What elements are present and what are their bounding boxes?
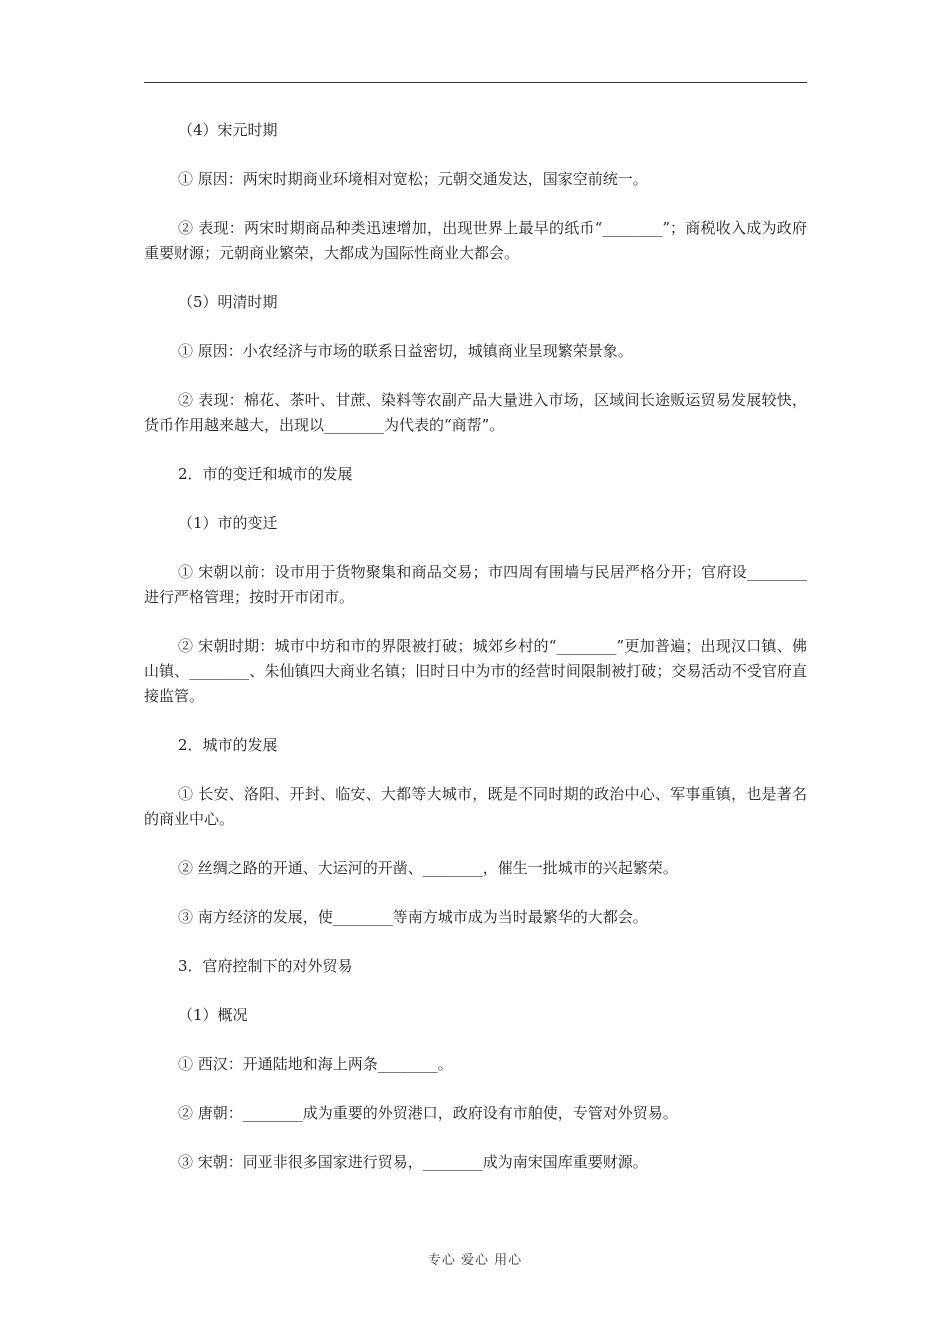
section-heading-city-development: 2．城市的发展 — [178, 736, 278, 754]
section-heading-foreign-trade: 3．官府控制下的对外贸易 — [178, 957, 353, 975]
paragraph-southern-economy: ③ 南方经济的发展，使________等南方城市成为当时最繁华的大都会。 — [178, 908, 648, 926]
paragraph-song-period: ② 宋朝时期：城市中坊和市的界限被打破；城郊乡村的“________”更加普遍；出现汉口镇、佛山镇、________、朱仙镇四大商业名镇；旧时日中为市的经营时间限制被打破；交易活动不受官府直接监管。 — [144, 637, 807, 705]
subheading-market-change: （1）市的变迁 — [178, 514, 278, 532]
paragraph-ming-qing-cause: ① 原因：小农经济与市场的联系日益密切，城镇商业呈现繁荣景象。 — [178, 342, 633, 360]
page-footer: 专心 爱心 用心 — [427, 1253, 523, 1268]
section-heading-song-yuan: （4）宋元时期 — [178, 121, 278, 139]
paragraph-tang: ② 唐朝：________成为重要的外贸港口，政府设有市舶使，专管对外贸易。 — [178, 1104, 678, 1122]
paragraph-before-song: ① 宋朝以前：设市用于货物聚集和商品交易；市四周有围墙与民居严格分开；官府设________进行严格管理；按时开市闭市。 — [144, 563, 807, 606]
paragraph-song-yuan-manifestation: ② 表现：两宋时期商品种类迅速增加，出现世界上最早的纸币“________”；商税收入成为政府重要财源；元朝商业繁荣，大都成为国际性商业大都会。 — [144, 219, 807, 262]
document-body — [144, 118, 807, 1199]
section-heading-market-city: 2．市的变迁和城市的发展 — [178, 465, 353, 483]
paragraph-ming-qing-manifestation: ② 表现：棉花、茶叶、甘蔗、染料等农副产品大量进入市场，区域间长途贩运贸易发展较快，货币作用越来越大，出现以________为代表的“商帮”。 — [144, 391, 807, 434]
paragraph-silk-road: ② 丝绸之路的开通、大运河的开凿、________，催生一批城市的兴起繁荣。 — [178, 859, 678, 877]
section-heading-ming-qing: （5）明清时期 — [178, 293, 278, 311]
subheading-overview: （1）概况 — [178, 1006, 248, 1024]
paragraph-big-cities: ① 长安、洛阳、开封、临安、大都等大城市，既是不同时期的政治中心、军事重镇，也是著名的商业中心。 — [144, 785, 807, 828]
paragraph-western-han: ① 西汉：开通陆地和海上两条________。 — [178, 1055, 453, 1073]
paragraph-song: ③ 宋朝：同亚非很多国家进行贸易，________成为南宋国库重要财源。 — [178, 1153, 648, 1171]
paragraph-song-yuan-cause: ① 原因：两宋时期商业环境相对宽松；元朝交通发达，国家空前统一。 — [178, 170, 648, 188]
header-rule — [144, 82, 807, 83]
